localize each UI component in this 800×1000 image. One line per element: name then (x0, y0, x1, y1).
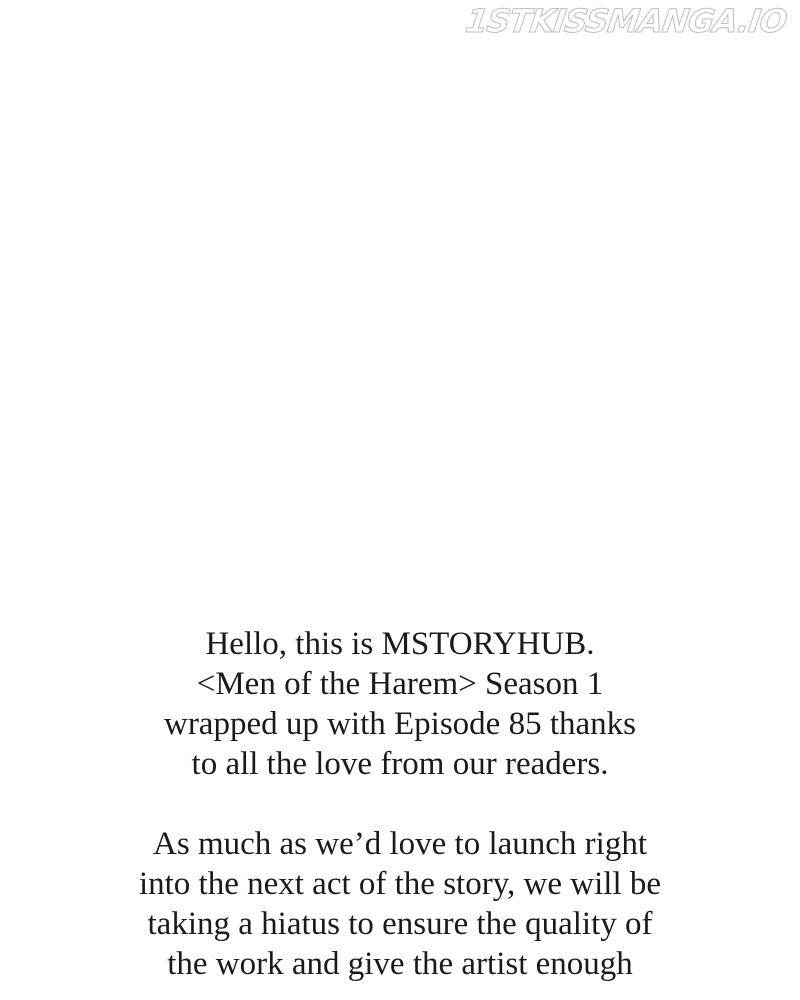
announcement-line: As much as we’d love to launch right (153, 826, 647, 862)
announcement-line: the work and give the artist enough (167, 946, 633, 982)
announcement-line: to all the love from our readers. (191, 746, 609, 782)
announcement-line: into the next act of the story, we will be (138, 866, 662, 902)
announcement-text (0, 624, 800, 984)
announcement-line: taking a hiatus to ensure the quality of (147, 906, 653, 942)
site-watermark: 1STKISSMANGA.IO (463, 2, 789, 40)
announcement-line: <Men of the Harem> Season 1 (196, 666, 604, 702)
announcement-line: Hello, this is MSTORYHUB. (205, 626, 595, 662)
announcement-paragraph-2 (0, 824, 800, 984)
announcement-line: wrapped up with Episode 85 thanks (163, 706, 636, 742)
announcement-paragraph-1 (0, 624, 800, 784)
